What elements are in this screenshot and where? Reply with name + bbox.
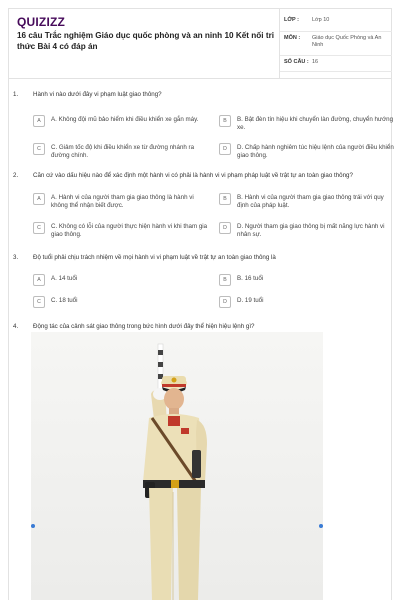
meta-divider xyxy=(280,31,392,32)
traffic-police-photo xyxy=(31,332,323,600)
option-text: A. 14 tuổi xyxy=(51,275,78,282)
option-text: C. Giảm tốc độ khi điều khiển xe từ đường nhánh ra đường chính. xyxy=(51,144,195,160)
option-letter-box[interactable]: C xyxy=(33,296,45,308)
option-c[interactable] xyxy=(33,296,211,308)
option-letter-box[interactable]: B xyxy=(219,115,231,127)
option-text: D. Chấp hành nghiêm túc hiệu lệnh của người điều khiển giao thông. xyxy=(237,144,394,160)
option-text: B. Hành vi của người tham gia giao thông trái với quy định của pháp luật. xyxy=(237,194,384,210)
option-letter-box[interactable]: B xyxy=(219,274,231,286)
meta-class-row xyxy=(280,17,392,24)
quizizz-logo: QUIZIZZ xyxy=(17,15,66,29)
option-d[interactable] xyxy=(219,143,397,160)
meta-class-label: LỚP : xyxy=(284,17,299,23)
option-letter-box[interactable]: D xyxy=(219,296,231,308)
option-letter-box[interactable]: A xyxy=(33,115,45,127)
question-number: 3. xyxy=(13,254,19,261)
option-text: A. Hành vi của người tham gia giao thông là hành vi không thể nhận biết được. xyxy=(51,194,194,210)
option-c[interactable] xyxy=(33,143,211,160)
meta-divider xyxy=(280,55,392,56)
option-b[interactable] xyxy=(219,115,397,132)
question-text: Động tác của cảnh sát giao thông trong bức hình dưới đây thể hiện hiệu lệnh gì? xyxy=(33,323,255,330)
option-letter-box[interactable]: A xyxy=(33,193,45,205)
image-resize-handle-right[interactable] xyxy=(319,524,323,528)
question-text: Hành vi nào dưới đây vi phạm luật giao thông? xyxy=(33,91,162,98)
meta-subject-row xyxy=(280,35,392,49)
option-text: B. 16 tuổi xyxy=(237,275,264,282)
traffic-police-illustration xyxy=(31,332,323,600)
option-d[interactable] xyxy=(219,296,397,308)
option-b[interactable] xyxy=(219,193,397,210)
option-c[interactable] xyxy=(33,222,211,239)
option-text: D. Người tham gia giao thông bị mất năng lực hành vi nhân sự. xyxy=(237,223,385,239)
option-text: D. 19 tuổi xyxy=(237,297,264,304)
option-text: C. Không có lỗi của người thực hiện hành vi khi tham gia giao thông. xyxy=(51,223,208,239)
option-letter-box[interactable]: D xyxy=(219,143,231,155)
option-d[interactable] xyxy=(219,222,397,239)
option-letter-box[interactable]: C xyxy=(33,143,45,155)
option-text: B. Bật đèn tín hiệu khi chuyển làn đường, chuyển hướng xe. xyxy=(237,116,394,132)
option-letter-box[interactable]: B xyxy=(219,193,231,205)
meta-count-value: 16 xyxy=(312,59,319,65)
question-number: 1. xyxy=(13,91,19,98)
question-number: 4. xyxy=(13,323,19,330)
image-resize-handle-left[interactable] xyxy=(31,524,35,528)
question-text: Căn cứ vào dấu hiệu nào để xác định một hành vi có phải là hành vi vi phạm pháp luật về trật tự an toàn giao thông? xyxy=(33,172,353,179)
option-text: C. 18 tuổi xyxy=(51,297,78,304)
meta-subject-value: Giáo dục Quốc Phòng và An Ninh xyxy=(312,35,382,48)
meta-panel xyxy=(279,9,391,79)
option-a[interactable] xyxy=(33,115,211,127)
option-b[interactable] xyxy=(219,274,397,286)
meta-class-value: Lớp 10 xyxy=(312,17,330,23)
option-letter-box[interactable]: A xyxy=(33,274,45,286)
worksheet-header xyxy=(9,9,391,79)
option-a[interactable] xyxy=(33,193,211,210)
option-letter-box[interactable]: C xyxy=(33,222,45,234)
option-text: A. Không đội mũ bảo hiểm khi điều khiển xe gắn máy. xyxy=(51,116,199,123)
worksheet-title: 16 câu Trắc nghiệm Giáo dục quốc phòng và an ninh 10 Kết nối tri thức Bài 4 có đáp án xyxy=(17,31,275,51)
meta-subject-label: MÔN : xyxy=(284,35,301,41)
option-letter-box[interactable]: D xyxy=(219,222,231,234)
meta-divider xyxy=(280,71,392,72)
meta-count-row xyxy=(280,59,392,66)
question-text: Độ tuổi phải chịu trách nhiệm về mọi hành vi vi phạm luật về trật tự an toàn giao thông là xyxy=(33,254,276,261)
option-a[interactable] xyxy=(33,274,211,286)
meta-count-label: SỐ CÂU : xyxy=(284,59,309,65)
question-number: 2. xyxy=(13,172,19,179)
